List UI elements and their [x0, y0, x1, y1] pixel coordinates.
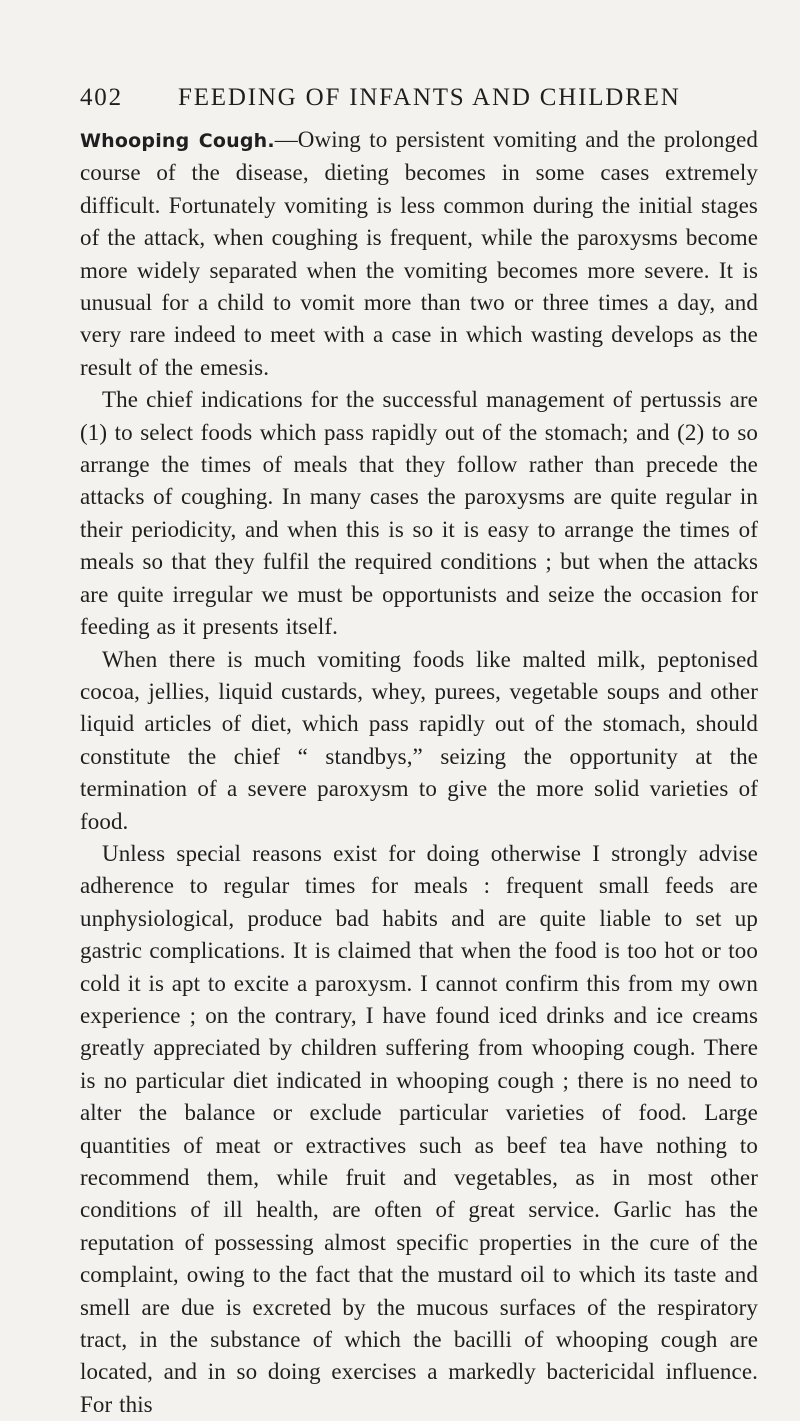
em-dash: — — [274, 127, 298, 152]
section-subject: Whooping Cough. — [80, 130, 275, 152]
paragraph-vomiting-foods: When there is much vomiting foods like malted milk, peptonised cocoa, jellies, liquid custards, whey, purees, vegetable soups and other liquid articles of diet, which pass rapidly out of the stomach, should constitute the chief “ standbys,” seizing the opportunity at the termination of a severe paroxysm to give the more solid varieties of food. — [80, 646, 758, 834]
page-number: 402 — [80, 84, 123, 111]
running-head — [80, 78, 758, 118]
running-title: FEEDING OF INFANTS AND CHILDREN — [178, 84, 681, 111]
paragraph-whooping-cough — [80, 124, 758, 384]
paragraph-indications: The chief indications for the successful management of pertussis are (1) to select foods which pass rapidly out of the stomach; and (2) to so arrange the times of meals that they follow rather than precede the attacks of coughing. In many cases the paroxysms are quite regular in their periodicity, and when this is so it is easy to arrange the times of meals so that they fulfil the required conditions ; but when the attacks are quite irregular we must be opportunists and seize the occasion for feeding as it presents itself. — [80, 387, 758, 640]
paragraph-regular-meals: Unless special reasons exist for doing otherwise I strongly advise adherence to regular times for meals : frequent small feeds are unphysiological, produce bad habits and are quite liable to set up gastric complications. It is claimed that when the food is too hot or too cold it is apt to excite a paroxysm. I cannot confirm this from my own experience ; on the contrary, I have found iced drinks and ice creams greatly appreciated by children suffering from whooping cough. There is no particular diet indicated in whooping cough ; there is no need to alter the balance or exclude particular varieties of food. Large quantities of meat or extractives such as beef tea have nothing to recommend them, while fruit and vegetables, as in most other conditions of ill health, are often of great service. Garlic has the reputation of possessing almost specific properties in the cure of the complaint, owing to the fact that the mustard oil to which its taste and smell are due is excreted by the mucous surfaces of the respiratory tract, in the substance of which the bacilli of whooping cough are located, and in so doing exercises a markedly bactericidal influence. For this — [80, 840, 758, 1417]
paragraph-text: Owing to persistent vomiting and the prolonged course of the disease, dieting becomes in some cases extremely difficult. Fortunately vomiting is less common during the initial stages of the attack, when coughing is frequent, while the paroxysms become more widely separated when the vomiting becomes more severe. It is unusual for a child to vomit more than two or three times a day, and very rare indeed to meet with a case in which wasting develops as the result of the emesis. — [80, 127, 758, 380]
body-text — [80, 124, 758, 1421]
